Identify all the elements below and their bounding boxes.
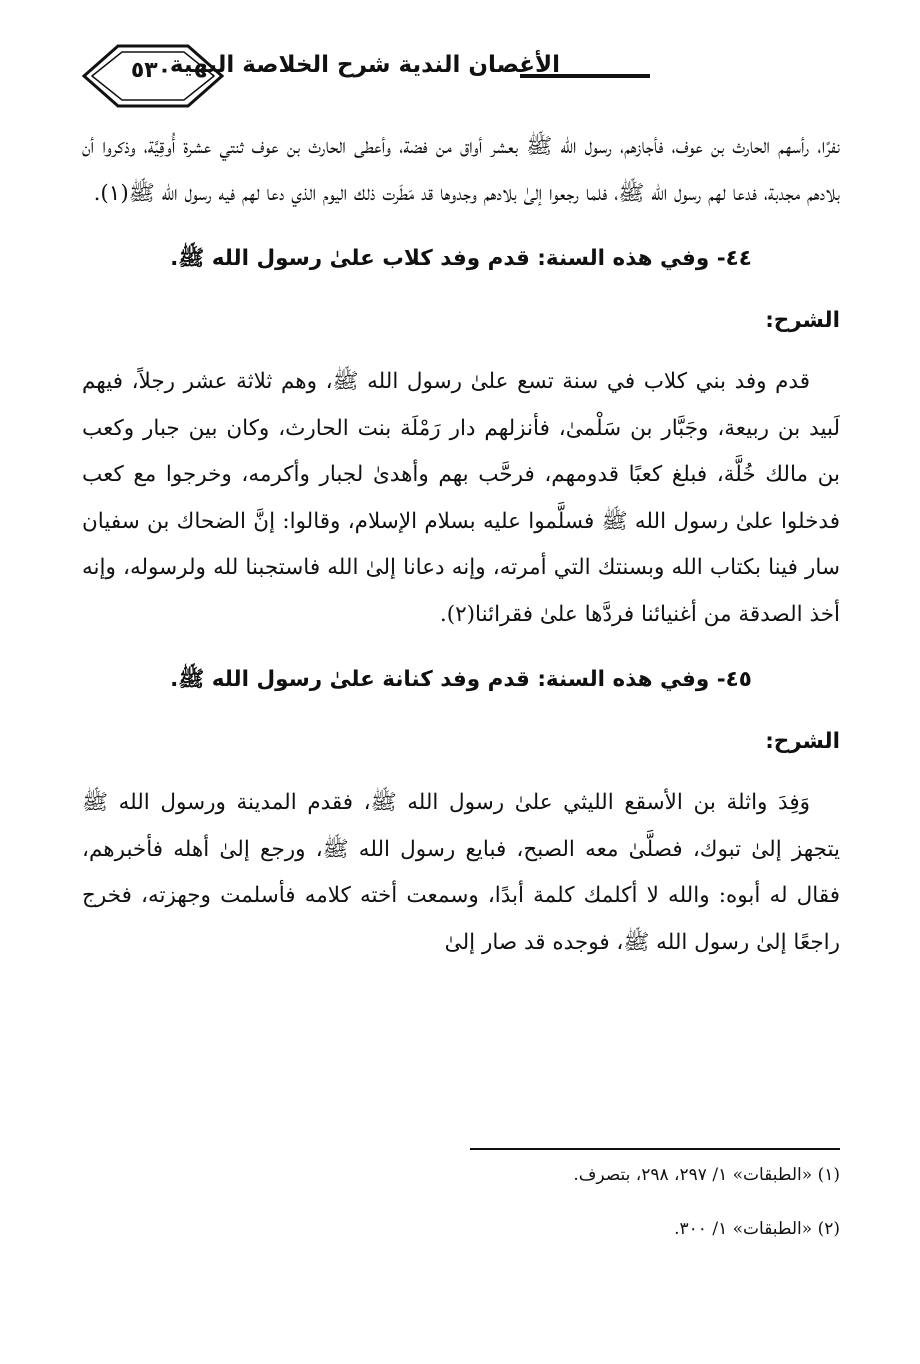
commentary-label-44: الشرح: xyxy=(765,308,840,333)
book-title: الأغصان الندية شرح الخلاصة البهية xyxy=(169,52,560,78)
paragraph-45: وَفِدَ واثلة بن الأسقع الليثي علىٰ رسول الله ﷺ، فقدم المدينة ورسول الله ﷺ يتجهز إلىٰ تبوك، فصلَّىٰ معه الصبح، فبايع رسول الله ﷺ، ورجع إلىٰ أهله فأخبرهم، فقال له أبوه: والله لا أكلمك كلمة أبدًا، وسمعت أخته كلامه فأسلمت وجهزته، فخرج راجعًا إلىٰ رسول الله ﷺ، فوجده قد صار إلىٰ xyxy=(82,790,840,955)
paragraph-44: قدم وفد بني كلاب في سنة تسع علىٰ رسول الله ﷺ، وهم ثلاثة عشر رجلاً، فيهم لَبيد بن ربيعة، وجَبَّار بن سَلْمىٰ، فأنزلهم دار رَمْلَة بنت الحارث، وكان بين جبار وكعب بن مالك خُلَّة، فبلغ كعبًا قدومهم، فرحَّب بهم وأهدىٰ لجبار وأكرمه، وخرجوا مع كعب فدخلوا علىٰ رسول الله ﷺ فسلَّموا عليه بسلام الإسلام، وقالوا: إنَّ الضحاك بن سفيان سار فينا بكتاب الله وبسنتك التي أمرته، وإنه دعانا إلىٰ الله فاستجبنا لله ولرسوله، وإنه أخذ الصدقة من أغنيائنا فردَّها علىٰ فقرائنا(٢). xyxy=(82,369,840,627)
section-heading-44: ٤٤- وفي هذه السنة: قدم وفد كلاب علىٰ رسول الله ﷺ. xyxy=(170,246,752,271)
running-header xyxy=(70,36,860,116)
main-text xyxy=(82,124,840,966)
page-number: ٥٣٠ xyxy=(130,58,172,83)
footnote-1: (١) «الطبقات» ١/ ٢٩٧، ٢٩٨، بتصرف. xyxy=(573,1165,840,1185)
section-heading-45: ٤٥- وفي هذه السنة: قدم وفد كنانة علىٰ رسول الله ﷺ. xyxy=(170,667,752,692)
footnote-separator xyxy=(470,1148,840,1150)
footnote-2: (٢) «الطبقات» ١/ ٣٠٠. xyxy=(674,1219,840,1239)
footnotes xyxy=(82,1162,840,1270)
commentary-label-45: الشرح: xyxy=(765,729,840,754)
intro-paragraph: نفرًا، رأسهم الحارث بن عوف، فأجازهم، رسول الله ﷺ بعشر أواق من فضة، وأعطى الحارث بن عوف ثنتي عشرة أُوقِيَّة، وذكروا أن بلادهم مجدبة، فدعا لهم رسول الله ﷺ، فلما رجعوا إلىٰ بلادهم وجدوها قد مَطَرت ذلك اليوم الذي دعا لهم فيه رسول الله ﷺ(١). xyxy=(82,134,840,206)
